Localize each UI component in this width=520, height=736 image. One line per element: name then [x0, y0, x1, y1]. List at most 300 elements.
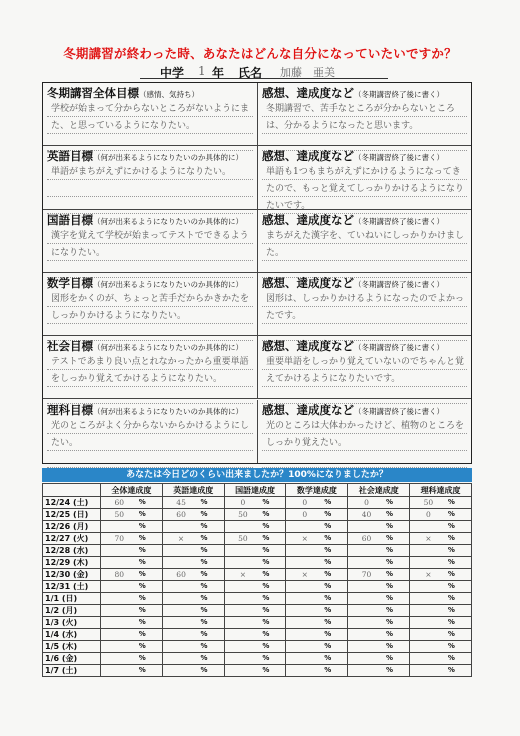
goal-heading: [47, 402, 243, 418]
goal-cell: [43, 146, 258, 208]
table-row: [43, 617, 472, 629]
date-cell: 1/1 (日): [43, 593, 101, 605]
column-header: 社会達成度: [348, 484, 410, 497]
score-cell[interactable]: [286, 581, 348, 593]
score-cell[interactable]: [410, 509, 472, 521]
goal-cell: [43, 83, 258, 145]
date-cell: 1/4 (水): [43, 629, 101, 641]
percent-sign: %: [200, 594, 208, 602]
percent-sign: %: [138, 654, 146, 662]
score-cell[interactable]: [224, 605, 286, 617]
percent-sign: %: [447, 546, 455, 554]
percent-sign: %: [262, 618, 270, 626]
score-value: 50: [238, 510, 248, 519]
goal-handwriting: テストであまり良い点とれなかったから重要単語をしっかり覚えてかけるようになりたい。: [51, 357, 249, 385]
percent-sign: %: [200, 666, 208, 674]
score-value: ×: [301, 570, 308, 579]
date-cell: 12/24 (土): [43, 497, 101, 509]
percent-sign: %: [262, 522, 270, 530]
percent-sign: %: [200, 618, 208, 626]
score-cell[interactable]: [348, 653, 410, 665]
score-cell[interactable]: [348, 569, 410, 581]
percent-sign: %: [200, 498, 208, 506]
percent-sign: %: [324, 534, 332, 542]
score-cell[interactable]: [286, 605, 348, 617]
score-cell[interactable]: [348, 581, 410, 593]
percent-sign: %: [324, 666, 332, 674]
percent-sign: %: [324, 642, 332, 650]
score-cell[interactable]: [348, 509, 410, 521]
percent-sign: %: [200, 546, 208, 554]
date-cell: 1/3 (火): [43, 617, 101, 629]
score-value: ×: [177, 534, 185, 543]
score-cell[interactable]: [286, 533, 348, 545]
review-cell: [258, 146, 471, 212]
school-label: 中学: [160, 66, 185, 80]
percent-sign: %: [447, 666, 455, 674]
goal-handwriting: 漢字を覚えて学校が始まってテストでできるようになりたい。: [51, 230, 249, 258]
date-cell: 12/27 (火): [43, 533, 101, 545]
score-cell[interactable]: [224, 509, 286, 521]
percent-sign: %: [324, 498, 332, 506]
score-cell[interactable]: [101, 545, 163, 557]
score-cell[interactable]: [286, 629, 348, 641]
percent-sign: %: [200, 582, 208, 590]
percent-sign: %: [262, 534, 270, 542]
goal-heading: [47, 338, 243, 354]
percent-sign: %: [262, 666, 270, 674]
score-value: 60: [114, 498, 125, 507]
goal-subtitle: （何が出来るようになりたいのか具体的に）: [93, 343, 243, 353]
score-cell[interactable]: [410, 521, 472, 533]
score-value: 0: [364, 498, 369, 507]
percent-sign: %: [262, 570, 270, 578]
table-row: [43, 497, 472, 509]
percent-sign: %: [200, 630, 208, 638]
review-subtitle: （冬期講習終了後に書く）: [354, 216, 444, 226]
review-cell: [258, 273, 471, 335]
score-cell[interactable]: [224, 521, 286, 533]
percent-sign: %: [262, 606, 270, 614]
percent-sign: %: [262, 642, 270, 650]
percent-sign: %: [138, 582, 146, 590]
percent-sign: %: [386, 558, 394, 566]
review-handwriting: 光のところは大体わかったけど、植物のところをしっかり覚えたい。: [266, 420, 465, 448]
score-value: ×: [425, 570, 432, 579]
score-value: 50: [238, 534, 248, 543]
goal-cell: [43, 273, 258, 335]
score-cell[interactable]: [224, 593, 286, 605]
goal-row: [43, 273, 471, 336]
review-heading: [262, 402, 444, 418]
percent-sign: %: [386, 618, 394, 626]
review-subtitle: （冬期講習終了後に書く）: [354, 406, 444, 416]
goal-row: [43, 400, 471, 463]
column-header: 理科達成度: [410, 484, 472, 497]
percent-sign: %: [138, 606, 146, 614]
score-cell[interactable]: [224, 581, 286, 593]
score-cell[interactable]: [101, 521, 163, 533]
goal-heading: [47, 148, 243, 164]
score-value: 40: [361, 510, 372, 519]
score-cell[interactable]: [224, 629, 286, 641]
score-cell[interactable]: [286, 617, 348, 629]
percent-sign: %: [386, 522, 394, 530]
percent-sign: %: [447, 498, 455, 506]
score-cell[interactable]: [348, 629, 410, 641]
score-cell[interactable]: [101, 629, 163, 641]
score-cell[interactable]: [162, 629, 224, 641]
score-cell[interactable]: [101, 593, 163, 605]
score-cell[interactable]: [224, 665, 286, 677]
date-cell: 1/7 (土): [43, 665, 101, 677]
review-title: 感想、達成度など: [262, 212, 354, 227]
score-cell[interactable]: [348, 557, 410, 569]
percent-sign: %: [386, 582, 394, 590]
date-cell: 12/28 (水): [43, 545, 101, 557]
review-handwriting: まちがえた漢字を、ていねいにしっかりかけました。: [266, 230, 465, 258]
percent-sign: %: [262, 510, 270, 518]
score-value: 0: [302, 498, 308, 507]
column-header: 全体達成度: [101, 484, 163, 497]
score-value: 0: [426, 510, 431, 519]
score-cell[interactable]: [224, 641, 286, 653]
score-cell[interactable]: [101, 653, 163, 665]
score-cell[interactable]: [162, 497, 224, 509]
goal-row: [43, 83, 471, 146]
goal-handwriting: 図形をかくのが、ちょっと苦手だからかきかたをしっかりかけるようになりたい。: [51, 293, 250, 321]
date-cell: 1/2 (月): [43, 605, 101, 617]
score-cell[interactable]: [286, 569, 348, 581]
percent-sign: %: [200, 570, 208, 578]
review-heading: [262, 275, 444, 291]
goal-handwriting: 光のところがよく分からないからかけるようにしたい。: [51, 420, 250, 448]
score-cell[interactable]: [224, 569, 286, 581]
score-cell[interactable]: [348, 521, 410, 533]
percent-sign: %: [386, 546, 394, 554]
score-cell[interactable]: [224, 545, 286, 557]
score-cell[interactable]: [410, 497, 472, 509]
date-cell: 12/25 (日): [43, 509, 101, 521]
review-subtitle: （冬期講習終了後に書く）: [354, 90, 444, 99]
review-handwriting: 図形は、しっかりかけるようになったのでよかったです。: [266, 293, 465, 321]
score-cell[interactable]: [348, 665, 410, 677]
percent-sign: %: [262, 594, 270, 602]
goal-title: 英語目標: [47, 149, 93, 164]
name-value: 加藤 亜美: [280, 66, 335, 79]
percent-sign: %: [324, 618, 332, 626]
review-title: 感想、達成度など: [262, 339, 354, 354]
score-cell[interactable]: [162, 581, 224, 593]
score-cell[interactable]: [162, 641, 224, 653]
score-cell[interactable]: [162, 557, 224, 569]
date-header: [43, 484, 101, 497]
score-value: 60: [361, 534, 372, 543]
percent-sign: %: [447, 618, 455, 626]
goal-handwriting: 学校が始まって分からないところがないようにまた、と思っているようになりたい。: [51, 104, 250, 131]
score-cell[interactable]: [224, 653, 286, 665]
table-row: [43, 641, 472, 653]
percent-sign: %: [447, 570, 455, 578]
score-cell[interactable]: [410, 593, 472, 605]
score-cell[interactable]: [224, 533, 286, 545]
table-row: [43, 509, 472, 521]
percent-sign: %: [324, 594, 332, 602]
score-cell[interactable]: [410, 653, 472, 665]
percent-sign: %: [138, 558, 146, 566]
score-cell[interactable]: [410, 545, 472, 557]
percent-sign: %: [386, 570, 394, 578]
goal-subtitle: （何が出来るようになりたいのか具体的に）: [93, 216, 243, 226]
percent-sign: %: [324, 570, 332, 578]
score-cell[interactable]: [162, 653, 224, 665]
percent-sign: %: [138, 510, 146, 518]
percent-sign: %: [447, 582, 455, 590]
percent-sign: %: [138, 618, 146, 626]
percent-sign: %: [447, 594, 455, 602]
percent-sign: %: [138, 534, 146, 542]
percent-sign: %: [200, 642, 208, 650]
score-cell[interactable]: [162, 665, 224, 677]
date-cell: 12/29 (木): [43, 557, 101, 569]
goal-title: 理科目標: [47, 402, 93, 417]
date-cell: 12/26 (月): [43, 521, 101, 533]
percent-sign: %: [138, 594, 146, 602]
table-row: [43, 593, 472, 605]
column-header: 国語達成度: [224, 484, 286, 497]
review-title: 感想、達成度など: [262, 149, 354, 164]
score-cell[interactable]: [348, 617, 410, 629]
percent-sign: %: [200, 534, 208, 542]
goal-row: [43, 146, 471, 212]
score-cell[interactable]: [162, 617, 224, 629]
percent-sign: %: [324, 522, 332, 530]
goal-row: [43, 336, 471, 399]
percent-sign: %: [138, 642, 146, 650]
score-cell[interactable]: [410, 569, 472, 581]
date-cell: 1/5 (木): [43, 641, 101, 653]
score-cell[interactable]: [286, 557, 348, 569]
score-cell[interactable]: [101, 641, 163, 653]
score-value: ×: [239, 570, 247, 579]
name-label: 氏名: [238, 66, 263, 80]
review-subtitle: （冬期講習終了後に書く）: [354, 343, 444, 353]
score-value: ×: [425, 534, 432, 543]
review-cell: [258, 400, 471, 463]
score-cell[interactable]: [286, 497, 348, 509]
score-cell[interactable]: [286, 665, 348, 677]
goal-row: [43, 210, 471, 273]
score-cell[interactable]: [410, 557, 472, 569]
score-cell[interactable]: [101, 509, 163, 521]
percent-sign: %: [200, 654, 208, 662]
score-cell[interactable]: [224, 497, 286, 509]
score-cell[interactable]: [348, 593, 410, 605]
goal-heading: [47, 212, 243, 228]
goal-cell: [43, 400, 258, 463]
score-value: 0: [240, 498, 246, 507]
score-value: 60: [176, 510, 186, 519]
score-cell[interactable]: [224, 557, 286, 569]
review-subtitle: （冬期講習終了後に書く）: [354, 153, 444, 163]
score-cell[interactable]: [410, 641, 472, 653]
score-cell[interactable]: [101, 617, 163, 629]
score-cell[interactable]: [224, 617, 286, 629]
score-value: 45: [176, 498, 186, 507]
percent-sign: %: [447, 510, 455, 518]
progress-table: [42, 483, 472, 677]
percent-sign: %: [447, 642, 455, 650]
percent-sign: %: [200, 558, 208, 566]
score-cell[interactable]: [348, 545, 410, 557]
goal-subtitle: （何が出来るようになりたいのか具体的に）: [93, 153, 243, 163]
percent-sign: %: [262, 546, 270, 554]
score-cell[interactable]: [410, 605, 472, 617]
score-cell[interactable]: [286, 545, 348, 557]
review-handwriting: 重要単語をしっかり覚えていないのでちゃんと覚えてかけるようになりたいです。: [266, 357, 465, 385]
percent-sign: %: [138, 630, 146, 638]
review-heading: [262, 338, 444, 354]
goal-heading: [47, 85, 199, 101]
date-cell: 12/30 (金): [43, 569, 101, 581]
percent-sign: %: [386, 594, 394, 602]
percent-sign: %: [447, 630, 455, 638]
percent-sign: %: [138, 498, 146, 506]
review-title: 感想、達成度など: [262, 86, 354, 100]
goal-title: 数学目標: [47, 275, 93, 290]
percent-sign: %: [386, 510, 394, 518]
percent-sign: %: [447, 606, 455, 614]
score-cell[interactable]: [162, 521, 224, 533]
score-cell[interactable]: [286, 521, 348, 533]
percent-sign: %: [138, 666, 146, 674]
percent-sign: %: [138, 546, 146, 554]
review-title: 感想、達成度など: [262, 275, 354, 290]
score-value: 70: [361, 570, 372, 579]
review-subtitle: （冬期講習終了後に書く）: [354, 279, 444, 289]
percent-sign: %: [138, 522, 146, 530]
score-cell[interactable]: [162, 593, 224, 605]
percent-sign: %: [386, 498, 394, 506]
progress-banner: あなたは今日どのくらい出来ましたか？100%になりましたか？: [42, 468, 472, 482]
score-cell[interactable]: [162, 545, 224, 557]
score-cell[interactable]: [286, 641, 348, 653]
table-row: [43, 569, 472, 581]
percent-sign: %: [386, 630, 394, 638]
goal-title: 国語目標: [47, 212, 93, 227]
goal-subtitle: （何が出来るようになりたいのか具体的に）: [93, 406, 243, 416]
score-cell[interactable]: [101, 533, 163, 545]
goal-handwriting: 単語がまちがえずにかけるようになりたい。: [51, 167, 232, 178]
score-cell[interactable]: [101, 557, 163, 569]
percent-sign: %: [386, 654, 394, 662]
percent-sign: %: [447, 534, 455, 542]
percent-sign: %: [138, 570, 146, 578]
score-cell[interactable]: [410, 617, 472, 629]
score-cell[interactable]: [348, 533, 410, 545]
percent-sign: %: [324, 558, 332, 566]
score-cell[interactable]: [410, 629, 472, 641]
goal-subtitle: （感情、気持ち）: [139, 90, 199, 99]
percent-sign: %: [262, 582, 270, 590]
table-row: [43, 545, 472, 557]
score-value: 50: [423, 498, 434, 507]
table-row: [43, 665, 472, 677]
percent-sign: %: [200, 522, 208, 530]
score-cell[interactable]: [348, 641, 410, 653]
score-value: 50: [114, 510, 125, 519]
score-cell[interactable]: [348, 497, 410, 509]
table-row: [43, 605, 472, 617]
score-cell[interactable]: [410, 533, 472, 545]
score-cell[interactable]: [101, 605, 163, 617]
table-row: [43, 629, 472, 641]
score-cell[interactable]: [410, 665, 472, 677]
score-cell[interactable]: [286, 593, 348, 605]
score-cell[interactable]: [286, 509, 348, 521]
percent-sign: %: [447, 654, 455, 662]
score-cell[interactable]: [101, 497, 163, 509]
score-cell[interactable]: [101, 665, 163, 677]
review-title: 感想、達成度など: [262, 402, 354, 417]
percent-sign: %: [200, 510, 208, 518]
review-cell: [258, 83, 471, 145]
percent-sign: %: [324, 654, 332, 662]
grade-label: 年: [212, 66, 225, 80]
review-heading: [262, 148, 444, 164]
score-cell[interactable]: [162, 569, 224, 581]
table-row: [43, 653, 472, 665]
grade-value: 1: [198, 64, 206, 78]
percent-sign: %: [386, 534, 394, 542]
name-underline: [140, 78, 388, 79]
score-cell[interactable]: [101, 581, 163, 593]
score-value: 0: [302, 510, 308, 519]
table-row: [43, 533, 472, 545]
review-heading: [262, 212, 444, 228]
score-value: ×: [301, 534, 308, 543]
score-cell[interactable]: [162, 605, 224, 617]
score-cell[interactable]: [348, 605, 410, 617]
percent-sign: %: [262, 558, 270, 566]
score-cell[interactable]: [162, 533, 224, 545]
date-cell: 1/6 (金): [43, 653, 101, 665]
score-cell[interactable]: [286, 653, 348, 665]
table-row: [43, 557, 472, 569]
ruled-line: [47, 196, 253, 197]
percent-sign: %: [324, 630, 332, 638]
percent-sign: %: [262, 654, 270, 662]
percent-sign: %: [324, 546, 332, 554]
percent-sign: %: [386, 606, 394, 614]
percent-sign: %: [386, 666, 394, 674]
score-cell[interactable]: [101, 569, 163, 581]
score-value: 60: [176, 570, 186, 579]
goals-table: [42, 82, 472, 464]
column-header: 英語達成度: [162, 484, 224, 497]
date-cell: 12/31 (土): [43, 581, 101, 593]
percent-sign: %: [447, 558, 455, 566]
review-cell: [258, 210, 471, 272]
percent-sign: %: [324, 582, 332, 590]
percent-sign: %: [200, 606, 208, 614]
score-cell[interactable]: [410, 581, 472, 593]
goal-cell: [43, 336, 258, 398]
percent-sign: %: [262, 630, 270, 638]
review-handwriting: 冬期講習で、苦手なところが分からないところは、分かるようになったと思います。: [266, 104, 455, 131]
goal-title: 社会目標: [47, 339, 93, 354]
score-cell[interactable]: [162, 509, 224, 521]
